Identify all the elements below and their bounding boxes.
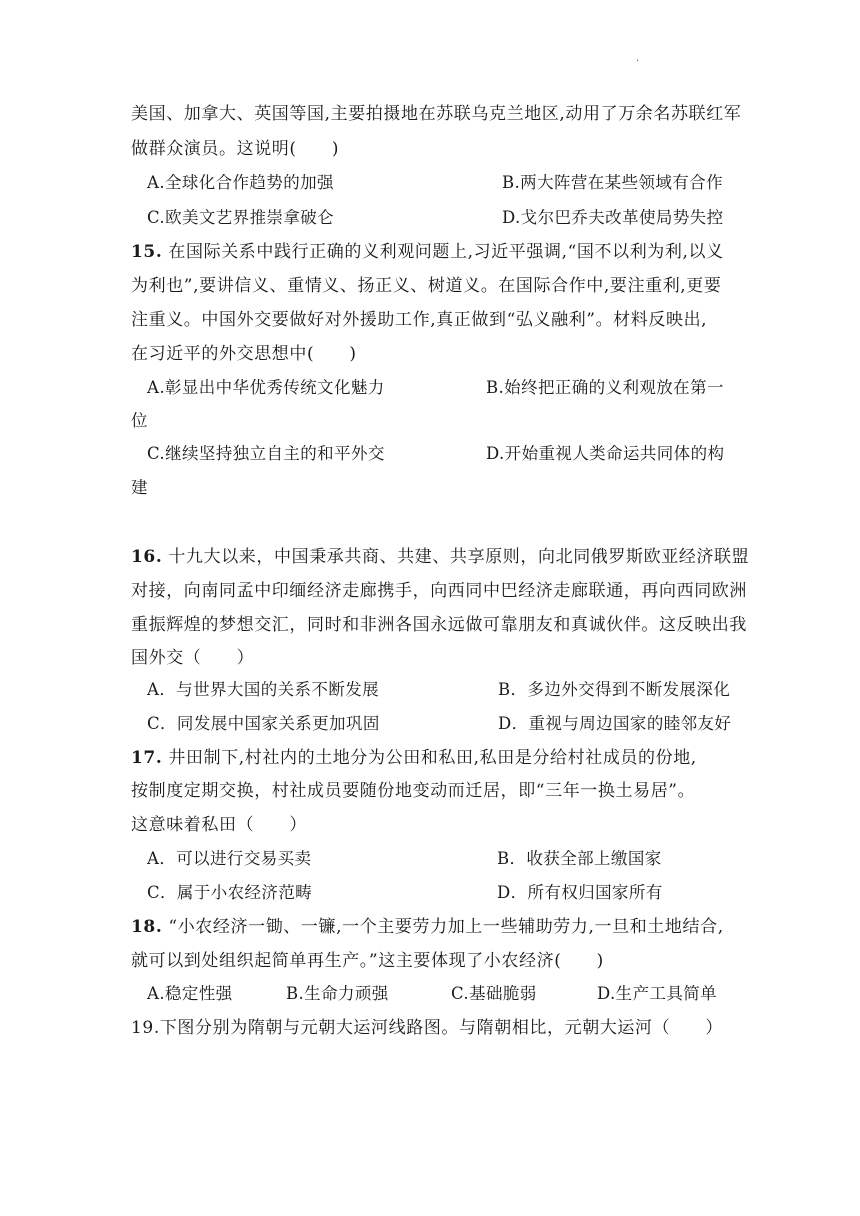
q17-line-2: 按制度定期交换，村社成员要随份地变动而迁居，即“三年一换土易居”。 (131, 781, 696, 801)
q14-line-2: 做群众演员。这说明( ) (131, 139, 340, 159)
q14-option-b: B.两大阵营在某些领域有合作 (502, 173, 723, 192)
q16-text-1: 十九大以来，中国秉承共商、共建、共享原则，向北同俄罗斯欧亚经济联盟 (168, 547, 750, 567)
q18-option-a: A.稳定性强 (147, 984, 233, 1003)
q17-line-3: 这意味着私田（ ） (131, 815, 307, 835)
q15-line-4: 在习近平的外交思想中( ) (131, 344, 357, 364)
q16-line-2: 对接，向南同孟中印缅经济走廊携手，向西同中巴经济走廊联通，再向西同欧洲 (131, 581, 747, 601)
q15-option-d-wrap: 建 (131, 478, 148, 497)
q15-line-3: 注重义。中国外交要做好对外援助工作,真正做到“弘义融利”。材料反映出, (131, 310, 708, 330)
q14-option-d: D.戈尔巴乔夫改革使局势失控 (502, 208, 724, 227)
q16-option-a: A．与世界大国的关系不断发展 (147, 680, 380, 699)
q15-option-a: A.彰显出中华优秀传统文化魅力 (147, 378, 385, 397)
q19-line-1: 19.下图分别为隋朝与元朝大运河线路图。与隋朝相比，元朝大运河（ ） (131, 1018, 724, 1038)
q18-option-c: C.基础脆弱 (451, 984, 537, 1003)
q15-line-2: 为利也”,要讲信义、重情义、扬正义、树道义。在国际合作中,要注重利,更要 (131, 276, 722, 296)
q17-text-1: 井田制下,村社内的土地分为公田和私田,私田是分给村社成员的份地, (168, 748, 697, 768)
q15-option-b-wrap: 位 (131, 411, 148, 430)
q17-option-d: D．所有权归国家所有 (497, 883, 663, 902)
q15-text-1: 在国际关系中践行正确的义利观问题上,习近平强调,“国不以利为利,以义 (168, 242, 724, 262)
q17-option-a: A．可以进行交易买卖 (147, 849, 312, 868)
q15-option-d: D.开始重视人类命运共同体的构 (486, 444, 725, 463)
q18-line-1 (131, 916, 731, 938)
q16-line-3: 重振辉煌的梦想交汇，同时和非洲各国永远做可靠朋友和真诚伙伴。这反映出我 (131, 615, 747, 635)
q14-option-a: A.全球化合作趋势的加强 (147, 173, 334, 192)
q15-line-1 (131, 241, 731, 263)
q14-option-c: C.欧美文艺界推崇拿破仑 (147, 208, 335, 227)
q16-line-1 (131, 546, 750, 568)
q17-option-c: C．属于小农经济范畴 (147, 883, 313, 902)
q18-option-d: D.生产工具简单 (597, 984, 718, 1003)
q18-text-1: “小农经济一锄、一镰,一个主要劳力加上一些辅助劳力,一旦和土地结合, (168, 917, 724, 937)
q15-number: 15. (131, 242, 163, 262)
q17-number: 17. (131, 748, 163, 768)
q16-line-4: 国外交（ ） (131, 648, 255, 668)
q16-option-b: B．多边外交得到不断发展深化 (498, 680, 731, 699)
q17-option-b: B．收获全部上缴国家 (497, 849, 662, 868)
q18-option-b: B.生命力顽强 (286, 984, 389, 1003)
corner-mark: · (636, 56, 640, 67)
q18-number: 18. (131, 917, 163, 937)
q15-option-c: C.继续坚持独立自主的和平外交 (147, 444, 385, 463)
q18-line-2: 就可以到处组织起简单再生产。”这主要体现了小农经济( ) (131, 951, 604, 971)
q16-number: 16. (131, 547, 163, 567)
q15-option-b: B.始终把正确的义利观放在第一 (486, 378, 724, 397)
q14-line-1: 美国、加拿大、英国等国,主要拍摄地在苏联乌克兰地区,动用了万余名苏联红军 (131, 104, 742, 124)
q17-line-1 (131, 747, 731, 769)
q16-option-c: C．同发展中国家关系更加巩固 (147, 714, 380, 733)
q16-option-d: D．重视与周边国家的睦邻友好 (498, 714, 732, 733)
